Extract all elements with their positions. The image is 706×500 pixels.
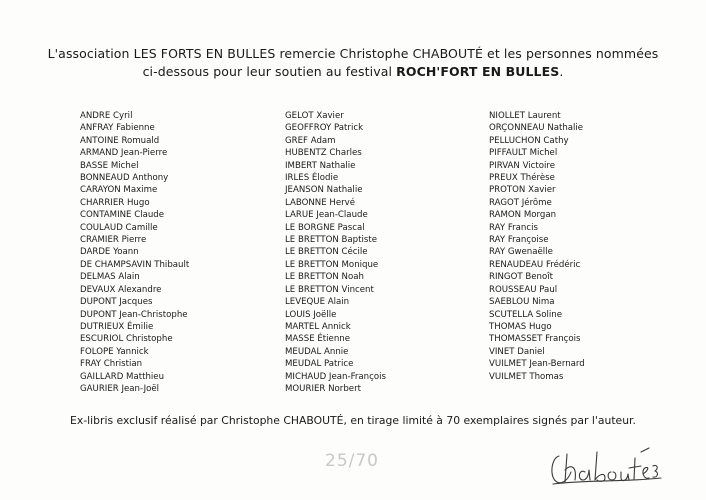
supporter-name: DEVAUX Alexandre — [80, 284, 162, 295]
intro-text-segment: remercie Christophe — [275, 46, 413, 61]
supporter-name: CARAYON Maxime — [80, 185, 158, 196]
supporter-name: GELOT Xavier — [285, 111, 344, 121]
supporter-name: CRAMIER Pierre — [80, 235, 147, 246]
supporter-name: RINGOT Benoît — [489, 272, 553, 283]
supporter-name: HUBENTZ Charles — [285, 148, 362, 159]
supporter-name: IMBERT Nathalie — [285, 160, 356, 171]
author-signature — [545, 438, 665, 488]
supporter-name: RAMON Morgan — [489, 210, 557, 221]
supporter-name: DUPONT Jean-Christophe — [80, 309, 188, 320]
supporter-name: ANTOINE Romuald — [80, 135, 160, 146]
supporter-name: DE CHAMPSAVIN Thibault — [80, 259, 190, 270]
supporter-name: BONNEAUD Anthony — [80, 173, 169, 184]
supporter-name: VUILMET Thomas — [489, 371, 564, 382]
supporter-name: DARDE Yoann — [80, 247, 139, 258]
supporter-name: PELLUCHON Cathy — [489, 135, 569, 146]
supporter-name: PIFFAULT Michel — [489, 148, 558, 159]
supporter-name: COULAUD Camille — [80, 222, 158, 233]
supporter-name: RAY Francis — [489, 222, 538, 233]
supporter-name: GREF Adam — [285, 135, 336, 146]
supporter-name: LE BRETTON Cécile — [285, 247, 368, 258]
intro-line-1 — [20, 45, 686, 63]
author-name: CHABOUTÉ — [412, 46, 483, 61]
supporter-name: DELMAS Alain — [80, 272, 140, 283]
supporter-name: LE BRETTON Vincent — [285, 284, 374, 295]
supporter-name: PIRVAN Victoire — [489, 160, 556, 171]
association-name: LES FORTS EN BULLES — [133, 46, 276, 61]
supporter-name: LE BRETTON Baptiste — [285, 235, 378, 246]
supporters-column-1 — [80, 110, 189, 395]
supporter-name: GAILLARD Matthieu — [80, 371, 165, 382]
supporter-name: CONTAMINE Claude — [80, 210, 165, 221]
supporter-name: ROUSSEAU Paul — [489, 284, 558, 295]
supporter-name: THOMAS Hugo — [489, 321, 552, 332]
supporter-name: GAURIER Jean-Joël — [80, 383, 160, 394]
author-name: CHABOUTÉ — [283, 414, 344, 427]
supporter-name: VINET Daniel — [489, 346, 545, 357]
supporter-name: DUTRIEUX Émilie — [80, 321, 154, 332]
supporters-column-3 — [489, 110, 585, 383]
supporter-name: SAEBLOU Nima — [489, 297, 555, 308]
supporter-name: GEOFFROY Patrick — [285, 123, 364, 134]
supporters-column-2 — [285, 110, 386, 395]
supporter-name: BASSE Michel — [80, 160, 139, 171]
supporter-name: FOLOPE Yannick — [80, 346, 149, 357]
supporter-name: ORÇONNEAU Nathalie — [489, 123, 584, 134]
intro-text-segment: . — [559, 64, 564, 79]
supporter-name: RAY Françoise — [489, 235, 549, 246]
supporter-name: RAY Gwenaëlle — [489, 247, 553, 258]
supporter-name: MARTEL Annick — [285, 321, 351, 332]
edition-note-segment: , en tirage limité à 70 exemplaires signés par l'auteur. — [343, 414, 636, 427]
intro-line-2 — [20, 63, 686, 81]
supporter-name: JEANSON Nathalie — [285, 185, 363, 196]
supporter-name: RAGOT Jérôme — [489, 197, 552, 208]
intro-text — [20, 45, 686, 81]
supporter-name: DUPONT Jacques — [80, 297, 153, 308]
supporter-name: THOMASSET François — [489, 334, 581, 345]
supporter-name: MEUDAL Annie — [285, 346, 349, 357]
supporter-name: ANFRAY Fabienne — [80, 123, 155, 134]
supporter-name: MASSE Étienne — [285, 334, 351, 345]
supporter-name: ANDRE Cyril — [80, 111, 133, 121]
supporter-name: LARUE Jean-Claude — [285, 210, 368, 221]
supporter-name: CHARRIER Hugo — [80, 197, 150, 208]
supporter-name: LEVEQUE Alain — [285, 297, 350, 308]
supporter-name: LE BRETTON Monique — [285, 259, 379, 270]
supporter-name: IRLES Élodie — [285, 173, 339, 184]
edition-number: 25/70 — [325, 451, 379, 471]
supporter-name: LE BORGNE Pascal — [285, 222, 365, 233]
supporter-name: FRAY Christian — [80, 359, 143, 370]
edition-note — [20, 414, 686, 427]
supporter-name: ARMAND Jean-Pierre — [80, 148, 168, 159]
supporter-name: SCUTELLA Soline — [489, 309, 563, 320]
supporter-name: VUILMET Jean-Bernard — [489, 359, 585, 370]
supporter-name: PROTON Xavier — [489, 185, 556, 196]
supporter-name: LABONNE Hervé — [285, 197, 356, 208]
supporter-name: ESCURIOL Christophe — [80, 334, 173, 345]
supporter-name: PREUX Thérèse — [489, 173, 555, 184]
intro-text-segment: L'association — [47, 46, 134, 61]
supporter-name: NIOLLET Laurent — [489, 111, 561, 121]
intro-text-segment: ci-dessous pour leur soutien au festival — [142, 64, 397, 79]
supporter-name: RENAUDEAU Frédéric — [489, 259, 581, 270]
edition-note-segment: Ex-libris exclusif réalisé par Christophe — [70, 414, 284, 427]
supporter-name: MEUDAL Patrice — [285, 359, 354, 370]
supporter-name: LE BRETTON Noah — [285, 272, 364, 283]
supporter-name: MOURIER Norbert — [285, 383, 361, 394]
supporter-name: MICHAUD Jean-François — [285, 371, 386, 382]
intro-text-segment: et les personnes nommées — [482, 46, 659, 61]
supporter-name: LOUIS Joëlle — [285, 309, 337, 320]
festival-name: ROCH'FORT EN BULLES — [396, 64, 560, 79]
